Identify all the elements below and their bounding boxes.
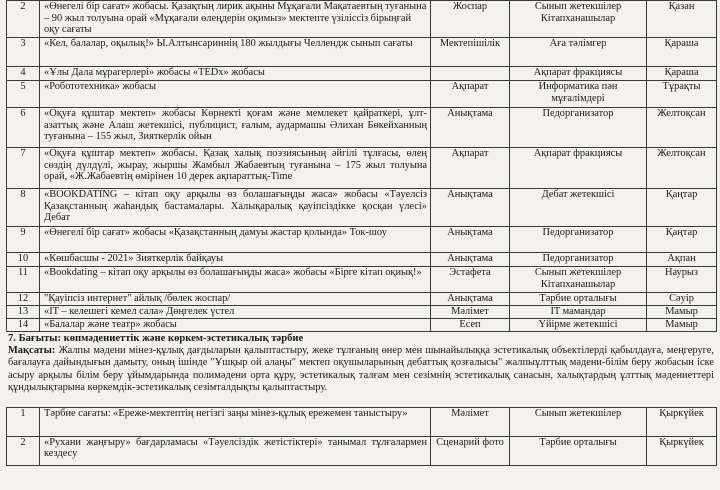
row-number: 2	[7, 436, 40, 465]
report-form: Анықтама	[431, 293, 510, 306]
event-title: Тәрбие сағаты: «Ереже-мектептің негізгі заңы мінез-құлық ережемен таныстыру»	[40, 407, 431, 436]
goal-text: Жалпы мәдени мінез-құлық дағдыларын қалыптастыру, жеке тұлғаның өнер мен шынайылыққа эстетикалық объектілерді қабылдауға, меңгеруге, бағалауға дайындығын дамыту, оның ішінде "Ұшқыр ой алаңы" мектеп оқушыларының дебаттық қозғалысы" жалпыұлттық мәдени-білім беру жобасын іске асыру арқылы білім беру ұйымдарында полимәдени орта құру, эстетикалық талғам мен сезімнің эстетикалық санасын, халықтардың ұлттық мәдениеттері құндылықтарына көркемдік-эстетикалық сезімталдықты қалыптастыру.	[8, 345, 714, 394]
row-number: 2	[7, 1, 40, 38]
row-number: 5	[7, 81, 40, 108]
row-number: 6	[7, 108, 40, 148]
row-number: 12	[7, 293, 40, 306]
responsible: Тәрбие орталығы	[510, 436, 647, 465]
deadline-month: Қыркүйек	[647, 407, 717, 436]
event-title: «Көшбасшы - 2021» Зияткерлік байқауы	[40, 253, 431, 267]
responsible: Аға тәлімгер	[510, 38, 647, 67]
report-form: Анықтама	[431, 227, 510, 253]
event-title: «Bookdating – кітап оқу арқылы өз болашағыңды жаса» жобасы «Бірге кітап оқиық!»	[40, 267, 431, 293]
event-title: «IT – келешегі кемел сала» Дөңгелек үстел	[40, 306, 431, 319]
responsible: Сынып жетекшілер Кітапханашылар	[510, 267, 647, 293]
section7-table	[6, 407, 717, 466]
goal-label: Мақсаты:	[8, 345, 56, 356]
section-heading: 7. Бағыты: көпмәдениеттік және көркем-эстетикалық тәрбие	[8, 333, 304, 344]
event-title: «Өнегелі бір сағат» жобасы. Қазақтың лирик ақыны Мұқағали Мақатаевтың туғанына – 90 жыл толуына орай «Мұқағали өлеңдерін оқимыз» мектепте үзіліссіз бірыңғай оқу сағаты	[40, 1, 431, 38]
deadline-month: Тұрақты	[647, 81, 717, 108]
row-number: 3	[7, 38, 40, 67]
row-number: 13	[7, 306, 40, 319]
table-row	[7, 306, 717, 319]
responsible: Сынып жетекшілер	[510, 407, 647, 436]
row-number: 10	[7, 253, 40, 267]
document-page	[6, 0, 716, 466]
report-form: Мектепішілік	[431, 38, 510, 67]
deadline-month: Ақпан	[647, 253, 717, 267]
report-form: Мәлімет	[431, 407, 510, 436]
responsible: Дебат жетекшісі	[510, 189, 647, 227]
deadline-month: Қыркүйек	[647, 436, 717, 465]
row-number: 8	[7, 189, 40, 227]
table-row	[7, 1, 717, 38]
report-form: Анықтама	[431, 189, 510, 227]
table-row	[7, 148, 717, 189]
row-number: 7	[7, 148, 40, 189]
row-number: 1	[7, 407, 40, 436]
deadline-month: Қазан	[647, 1, 717, 38]
event-title: «Ұлы Дала мұрагерлері» жобасы «TEDх» жобасы	[40, 67, 431, 81]
deadline-month: Наурыз	[647, 267, 717, 293]
report-form: Жоспар	[431, 1, 510, 38]
deadline-month: Қаңтар	[647, 189, 717, 227]
table-row	[7, 108, 717, 148]
table-row	[7, 293, 717, 306]
table-row	[7, 267, 717, 293]
event-title: «Рухани жаңғыру» бағдарламасы «Тәуелсіздік жетістіктері» танымал тұлғалармен кездесу	[40, 436, 431, 465]
report-form: Есеп	[431, 319, 510, 332]
deadline-month: Сәуір	[647, 293, 717, 306]
responsible: Информатика пән мұғалімдері	[510, 81, 647, 108]
table-row	[7, 189, 717, 227]
event-title: «Кел, балалар, оқылық!» Ы.Алтынсариннің 180 жылдығы Челлендж сынып сағаты	[40, 38, 431, 67]
responsible: Тәрбие орталығы	[510, 293, 647, 306]
events-table	[6, 0, 717, 332]
table-row	[7, 407, 717, 436]
responsible: Сынып жетекшілер Кітапханашылар	[510, 1, 647, 38]
report-form: Ақпарат	[431, 148, 510, 189]
event-title: "Қауіпсіз интернет" айлық /бөлек жоспар/	[40, 293, 431, 306]
table-row	[7, 81, 717, 108]
report-form	[431, 67, 510, 81]
report-form: Мәлімет	[431, 306, 510, 319]
spacer	[6, 395, 716, 407]
responsible: Ақпарат фракциясы	[510, 67, 647, 81]
section-goal	[6, 345, 716, 395]
row-number: 14	[7, 319, 40, 332]
table-row	[7, 38, 717, 67]
deadline-month: Мамыр	[647, 306, 717, 319]
responsible: Ақпарат фракциясы	[510, 148, 647, 189]
responsible: Педорганизатор	[510, 108, 647, 148]
event-title: «Өнегелі бір сағат» жобасы «Қазақстанның дамуы жастар қолында» Ток-шоу	[40, 227, 431, 253]
row-number: 4	[7, 67, 40, 81]
table-row	[7, 67, 717, 81]
responsible: Үйірме жетекшісі	[510, 319, 647, 332]
event-title: «Оқуға құштар мектеп» жобасы. Қазақ халық поэзиясының әйгілі тұлғасы, өлең сөздің дүлдүлі, жырау, жыршы Жамбыл Жабаевтың туғанына – 175 жыл толуына орай, «Ж.Жабаевтің өмірінен 10 дерек ақпараттық-Time	[40, 148, 431, 189]
event-title: «Робототехника» жобасы	[40, 81, 431, 108]
deadline-month: Қараша	[647, 67, 717, 81]
table-row	[7, 253, 717, 267]
table-row	[7, 319, 717, 332]
report-form: Анықтама	[431, 108, 510, 148]
responsible: IT мамандар	[510, 306, 647, 319]
row-number: 9	[7, 227, 40, 253]
deadline-month: Қараша	[647, 38, 717, 67]
responsible: Педорганизатор	[510, 253, 647, 267]
event-title: «Оқуға құштар мектеп» жобасы Көрнекті қоғам және мемлекет қайраткері, ұлт-азаттық және Алаш жетекшісі, публицист, ғалым, аудармашы Әлихан Бөкейханның туғанына – 155 жыл, Зияткерлік ойын	[40, 108, 431, 148]
responsible: Педорганизатор	[510, 227, 647, 253]
event-title: «Балалар және театр» жобасы	[40, 319, 431, 332]
event-title: «BOOKDATING – кітап оқу арқылы өз болашағыңды жаса» жобасы «Тәуелсіз Қазақстанның жаһандық бастамалары. Халықаралық қауіпсіздікке қосқан үлесі» Дебат	[40, 189, 431, 227]
deadline-month: Желтоқсан	[647, 108, 717, 148]
table-row	[7, 436, 717, 465]
deadline-month: Мамыр	[647, 319, 717, 332]
report-form: Ақпарат	[431, 81, 510, 108]
deadline-month: Желтоқсан	[647, 148, 717, 189]
report-form: Сценарий фото	[431, 436, 510, 465]
report-form: Анықтама	[431, 253, 510, 267]
deadline-month: Қаңтар	[647, 227, 717, 253]
table-row	[7, 227, 717, 253]
report-form: Эстафета	[431, 267, 510, 293]
row-number: 11	[7, 267, 40, 293]
